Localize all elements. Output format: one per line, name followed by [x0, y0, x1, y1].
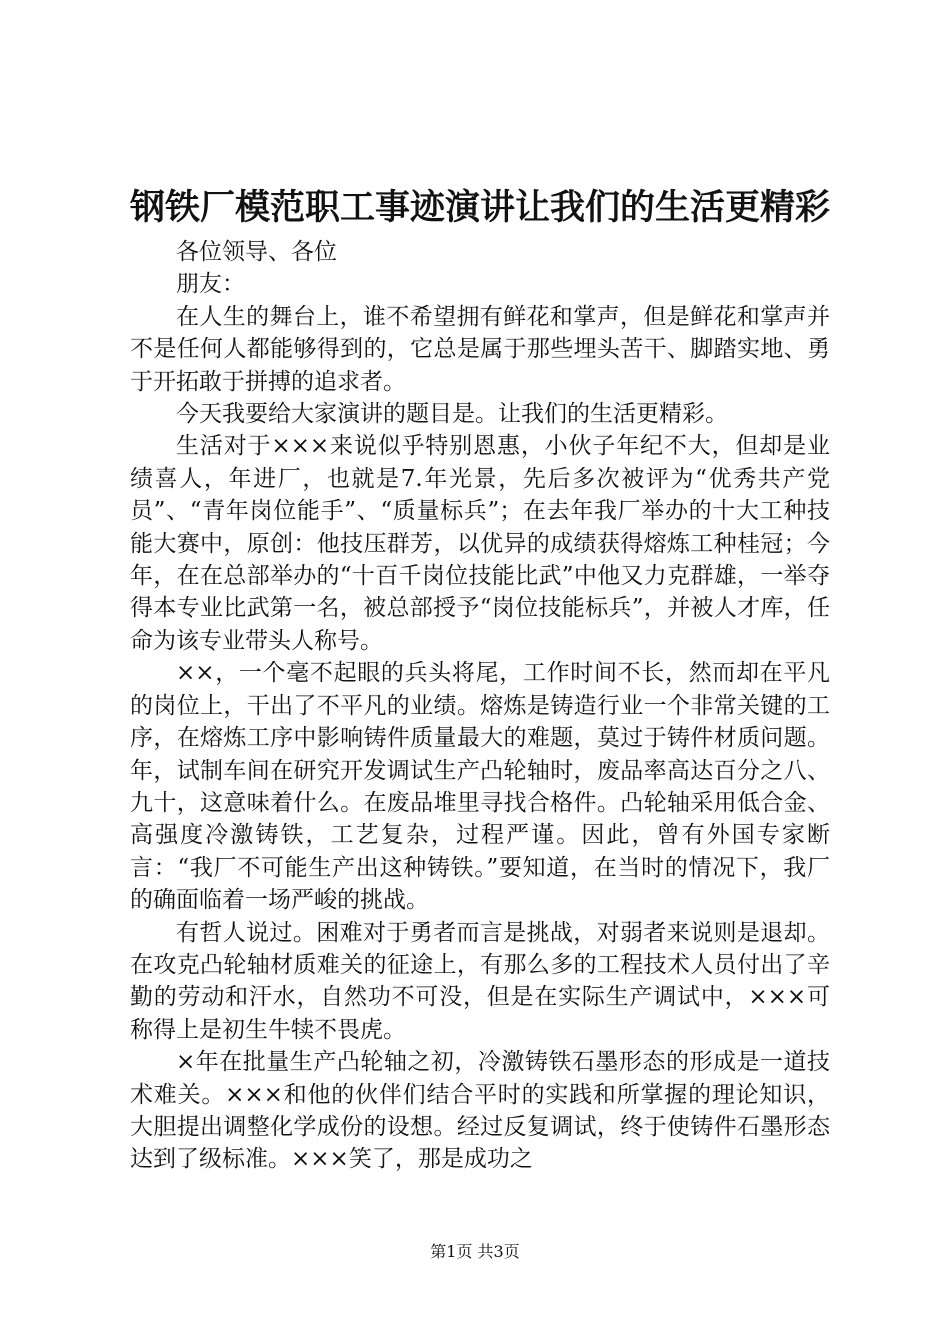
salutation-line-2: 朋友：	[176, 271, 245, 298]
paragraph-topic: 今天我要给大家演讲的题目是。让我们的生活更精彩。	[176, 401, 728, 428]
page-footer: 第1页 共3页	[430, 1242, 520, 1261]
salutation-line-1: 各位领导、各位	[176, 239, 337, 265]
document-body	[130, 236, 830, 1176]
paragraph-challenge: ××，一个毫不起眼的兵头将尾，工作时间不长，然而却在平凡的岗位上，干出了不平凡的业绩。熔炼是铸造行业一个非常关键的工序，在熔炼工序中影响铸件质量最大的难题，莫过于铸件材质问题。年，试制车间在研究开发调试生产凸轮轴时，废品率高达百分之八、九十，这意味着什么。在废品堆里寻找合格件。凸轮轴采用低合金、高强度冷激铸铁，工艺复杂，过程严谨。因此，曾有外国专家断言：“我厂不可能生产出这种铸铁。”要知道，在当时的情况下，我厂的确面临着一场严峻的挑战。	[130, 660, 830, 914]
document-title: 钢铁厂模范职工事迹演讲让我们的生活更精彩	[129, 187, 830, 228]
paragraph-breakthrough: ×年在批量生产凸轮轴之初，冷激铸铁石墨形态的形成是一道技术难关。×××和他的伙伴们结合平时的实践和所掌握的理论知识，大胆提出调整化学成份的设想。经过反复调试，终于使铸件石墨形态达到了级标准。×××笑了，那是成功之	[130, 1049, 830, 1173]
paragraph-achievements: 生活对于×××来说似乎特别恩惠，小伙子年纪不大，但却是业绩喜人，年进厂，也就是7.年光景，先后多次被评为“优秀共产党员”、“青年岗位能手”、“质量标兵”；在去年我厂举办的十大工种技能大赛中，原创：他技压群芳，以优异的成绩获得熔炼工种桂冠；今年，在在总部举办的“十百千岗位技能比武”中他又力克群雄，一举夺得本专业比武第一名，被总部授予“岗位技能标兵”，并被人才库，任命为该专业带头人称号。	[130, 433, 830, 654]
paragraph-opening: 在人生的舞台上，谁不希望拥有鲜花和掌声，但是鲜花和掌声并不是任何人都能够得到的，它总是属于那些埋头苦干、脚踏实地、勇于开拓敢于拼搏的追求者。	[130, 303, 830, 395]
paragraph-philosophy: 有哲人说过。困难对于勇者而言是挑战，对弱者来说则是退却。在攻克凸轮轴材质难关的征途上，有那么多的工程技术人员付出了辛勤的劳动和汗水，自然功不可没，但是在实际生产调试中，×××可称得上是初生牛犊不畏虎。	[130, 919, 830, 1043]
